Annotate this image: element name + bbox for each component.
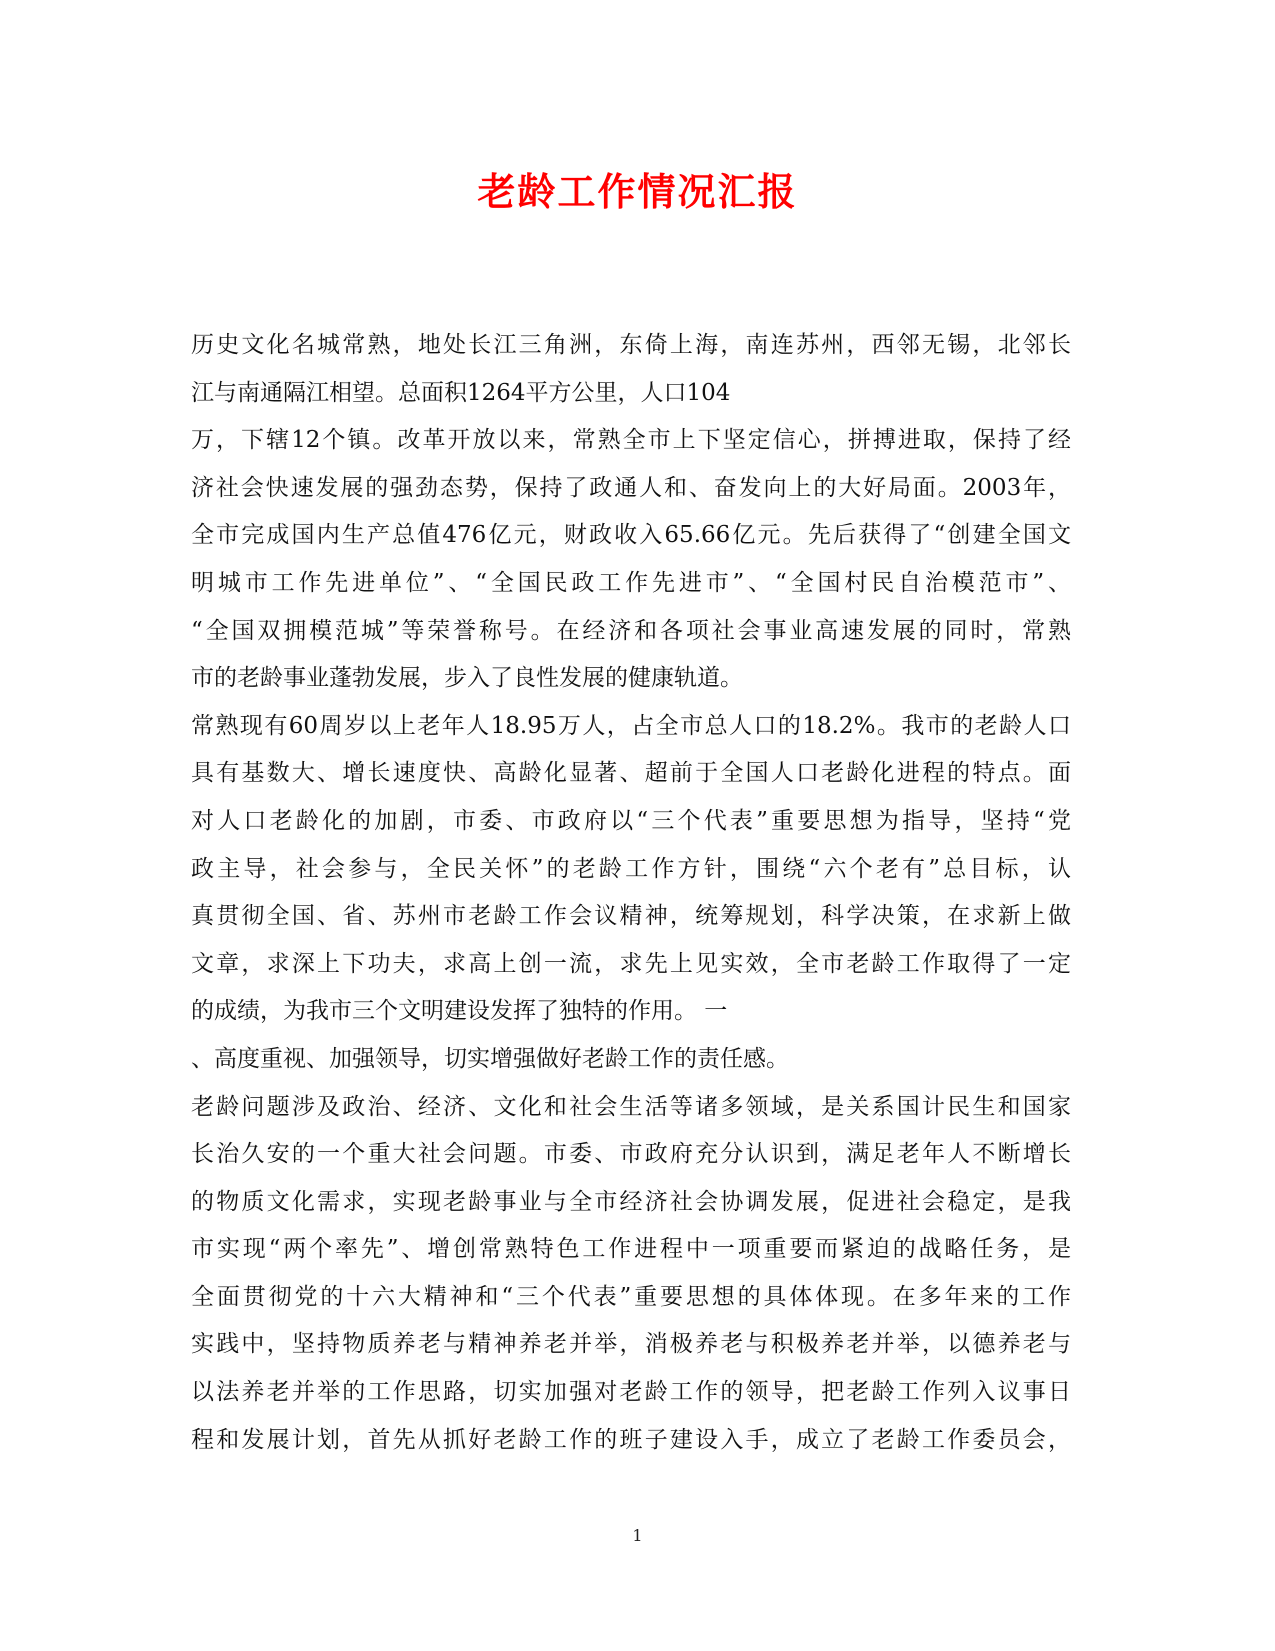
body-line: 具有基数大、增长速度快、高龄化显著、超前于全国人口老龄化进程的特点。面: [191, 760, 1071, 787]
body-line: “全国双拥模范城”等荣誉称号。在经济和各项社会事业高速发展的同时，常熟: [191, 617, 1071, 644]
document-body: [191, 322, 1071, 1464]
body-line: 万，下辖12个镇。改革开放以来，常熟全市上下坚定信心，拼搏进取，保持了经: [191, 427, 1071, 454]
body-line: 真贯彻全国、省、苏州市老龄工作会议精神，统筹规划，科学决策，在求新上做: [191, 903, 1071, 930]
body-line: 市实现“两个率先”、增创常熟特色工作进程中一项重要而紧迫的战略任务，是: [191, 1236, 1071, 1263]
body-line: 常熟现有60周岁以上老年人18.95万人，占全市总人口的18.2%。我市的老龄人口: [191, 712, 1071, 739]
body-line: 的成绩，为我市三个文明建设发挥了独特的作用。 一: [191, 998, 728, 1025]
body-line: 以法养老并举的工作思路，切实加强对老龄工作的领导，把老龄工作列入议事日: [191, 1379, 1071, 1406]
body-line: 江与南通隔江相望。总面积1264平方公里，人口104: [191, 379, 731, 406]
body-line: 对人口老龄化的加剧，市委、市政府以“三个代表”重要思想为指导，坚持“党: [191, 807, 1071, 834]
body-line: 全市完成国内生产总值476亿元，财政收入65.66亿元。先后获得了“创建全国文: [191, 522, 1071, 549]
body-line: 历史文化名城常熟，地处长江三角洲，东倚上海，南连苏州，西邻无锡，北邻长: [191, 332, 1071, 358]
body-line: 明城市工作先进单位”、“全国民政工作先进市”、“全国村民自治模范市”、: [191, 569, 1071, 596]
body-line: 老龄问题涉及政治、经济、文化和社会生活等诸多领域，是关系国计民生和国家: [191, 1093, 1071, 1120]
body-line: 政主导，社会参与，全民关怀”的老龄工作方针，围绕“六个老有”总目标，认: [191, 855, 1071, 882]
body-line: 实践中，坚持物质养老与精神养老并举，消极养老与积极养老并举，以德养老与: [191, 1331, 1071, 1358]
body-line: 济社会快速发展的强劲态势，保持了政通人和、奋发向上的大好局面。2003年，: [191, 474, 1071, 501]
body-line: 长治久安的一个重大社会问题。市委、市政府充分认识到，满足老年人不断增长: [191, 1141, 1071, 1168]
body-line: 的物质文化需求，实现老龄事业与全市经济社会协调发展，促进社会稳定，是我: [191, 1188, 1071, 1215]
document-title: 老龄工作情况汇报: [477, 169, 798, 214]
body-line: 程和发展计划，首先从抓好老龄工作的班子建设入手，成立了老龄工作委员会，: [191, 1426, 1071, 1453]
page-number: 1: [632, 1526, 643, 1545]
body-line: 、高度重视、加强领导，切实增强做好老龄工作的责任感。: [191, 1045, 789, 1072]
body-line: 文章，求深上下功夫，求高上创一流，求先上见实效，全市老龄工作取得了一定: [191, 950, 1071, 977]
body-line: 全面贯彻党的十六大精神和“三个代表”重要思想的具体体现。在多年来的工作: [191, 1283, 1071, 1310]
body-line: 市的老龄事业蓬勃发展，步入了良性发展的健康轨道。: [191, 665, 743, 692]
